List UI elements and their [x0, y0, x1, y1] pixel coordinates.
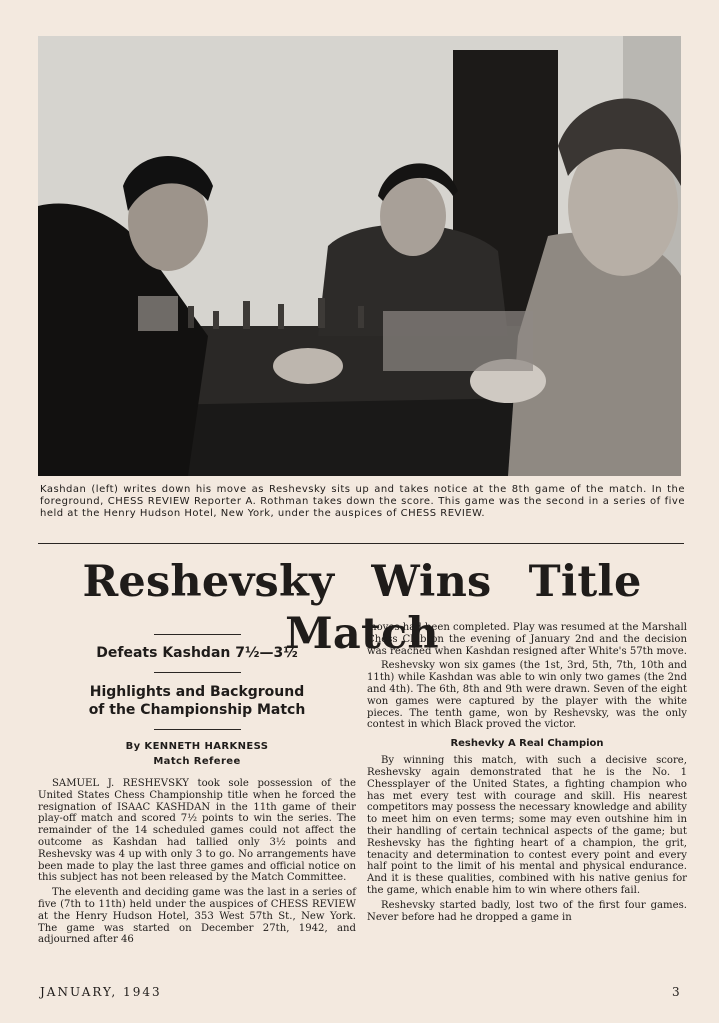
divider [154, 672, 241, 673]
byline-role: Match Referee [153, 756, 241, 767]
photograph-chess-game-icon [38, 36, 681, 476]
photo-caption: Kashdan (left) writes down his move as Reshevsky sits up and takes notice at the 8th game of the match. In the foreground, CHESS REVIEW Reporter A. Rothman takes down the score. This game was the second in a series of five held at the Henry Hudson Hotel, New York, under the auspices of CHESS REVIEW. [40, 484, 685, 519]
paragraph: By winning this match, with such a decisive score, Reshevsky again demonstrated that he is the No. 1 Chessplayer of the United States, a fighting champion who has met every test with courage and skill. His nearest competitors may possess the necessary knowledge and ability to meet him on even terms; some may even outshine him in their handling of certain technical aspects of the game; but Reshevsky has the fighting heart of a champion, the grit, tenacity and determination to contest every point and every half point to the limit of his mental and physical endurance. And it is these qualities, combined with his native genius for the game, which enable him to win where others fail. [367, 755, 687, 896]
deck: Defeats Kashdan 7½—3½ [96, 645, 298, 661]
paragraph: SAMUEL J. RESHEVSKY took sole possession of the United States Chess Championship title when he forced the resignation of ISAAC KASHDAN in the 11th game of their play-off match and scored 7½ points to win the series. The remainder of the 14 scheduled games could not affect the outcome as Kashdan had tallied only 3½ points and Reshevsky was 4 up with only 3 to go. No arrangements have been made to play the last three games and official notice on this subject has not been released by the Match Committee. [38, 778, 356, 884]
divider [154, 634, 241, 635]
byline: By KENNETH HARKNESS [125, 741, 269, 752]
subtitle-line-2: of the Championship Match [88, 702, 306, 718]
paragraph: Reshevsky started badly, lost two of the first four games. Never before had he dropped a game in [367, 899, 687, 923]
divider [38, 543, 684, 544]
paragraph: Reshevsky won six games (the 1st, 3rd, 5th, 7th, 10th and 11th) while Kashdan was able to win only two games (the 2nd and 4th). The 6th, 8th and 9th were drawn. Seven of the eight won games were captured by the player with the white pieces. The tenth game, won by Reshevsky, was the only contest in which Black proved the victor. [367, 660, 687, 731]
paragraph: The eleventh and deciding game was the last in a series of five (7th to 11th) held under the auspices of CHESS REVIEW at the Henry Hudson Hotel, 353 West 57th St., New York. The game was started on December 27th, 1942, and adjourned after 46 [38, 887, 356, 946]
section-heading: Reshevky A Real Champion [450, 738, 604, 750]
issue-date: JANUARY, 1943 [40, 985, 162, 999]
right-column [367, 622, 687, 923]
divider [154, 729, 241, 730]
match-photograph [38, 36, 681, 476]
article-headline: Reshevsky Wins Title Match [82, 557, 642, 659]
left-column [38, 620, 356, 946]
paragraph: moves had been completed. Play was resumed at the Marshall Chess Club on the evening of January 2nd and the decision was reached when Kashdan resigned after White's 57th move. [367, 622, 687, 657]
page-number: 3 [672, 985, 680, 999]
subtitle-line-1: Highlights and Background [89, 684, 305, 700]
